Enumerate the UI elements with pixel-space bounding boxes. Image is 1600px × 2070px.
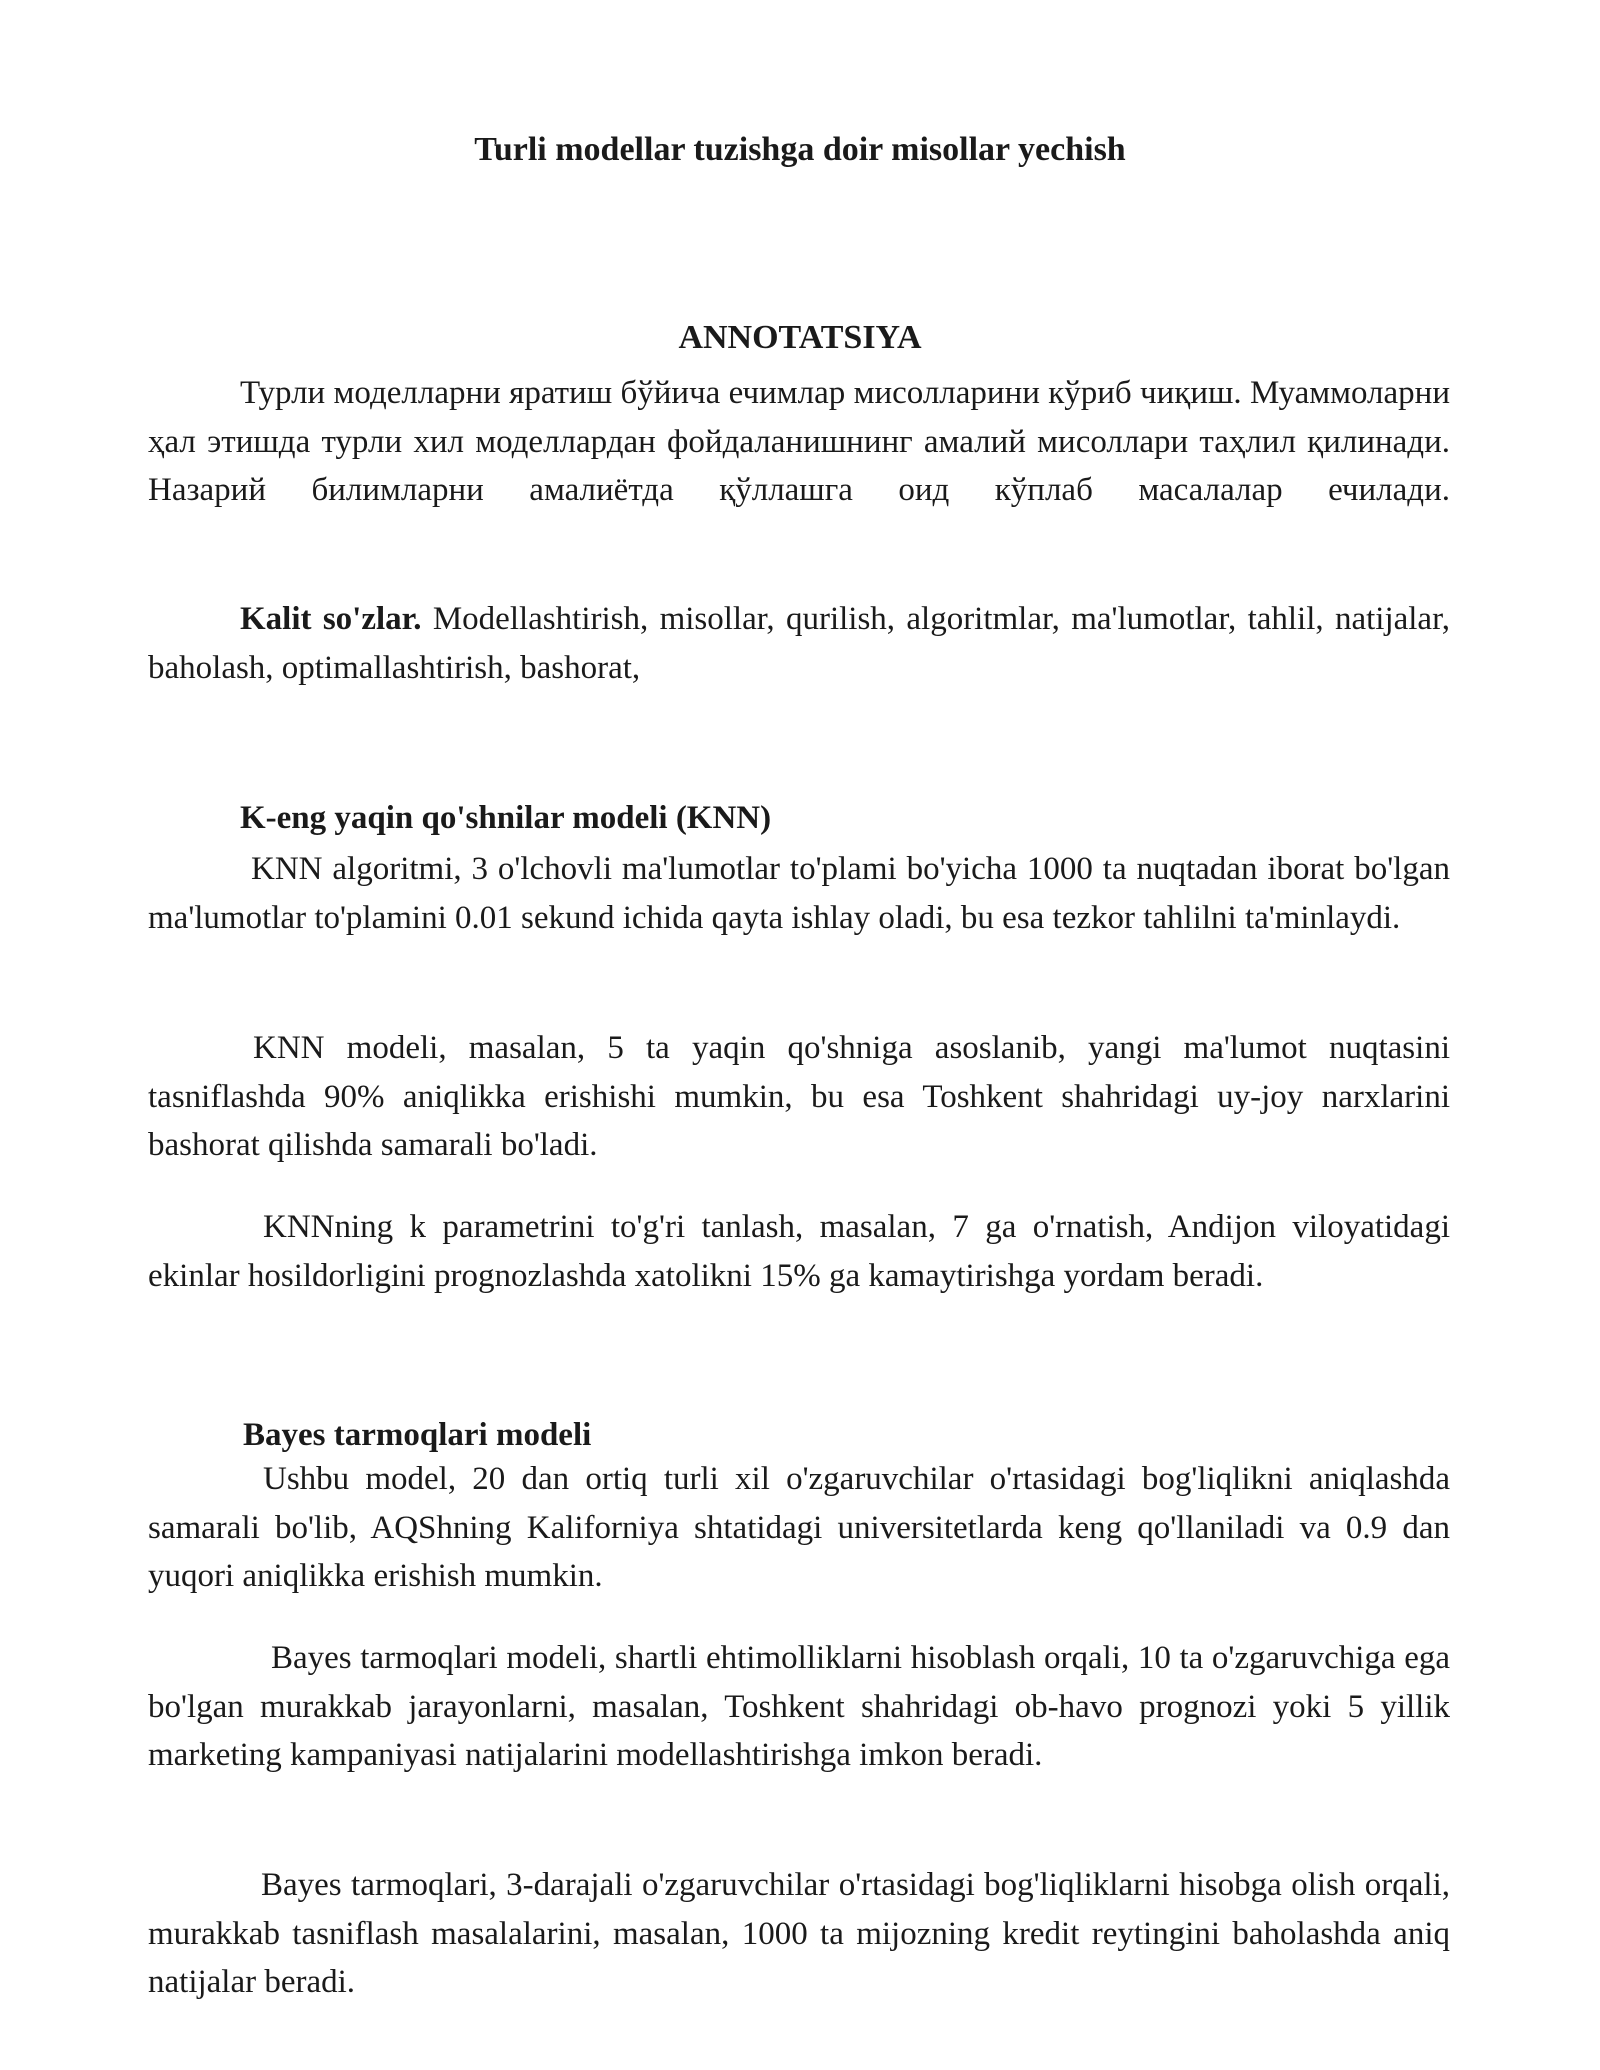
knn-paragraph-1: KNN algoritmi, 3 o'lchovli ma'lumotlar to'plami bo'yicha 1000 ta nuqtadan iborat bo'lgan ma'lumotlar to'plamini 0.01 sekund ichida qayta ishlay oladi, bu esa tezkor tahlilni ta'minlaydi. [148,851,1450,936]
keywords-label: Kalit so'zlar. [240,601,422,637]
keywords-paragraph [148,595,1450,692]
knn-paragraph-2: KNN modeli, masalan, 5 ta yaqin qo'shniga asoslanib, yangi ma'lumot nuqtasini tasniflashda 90% aniqlikka erishishi mumkin, bu esa Toshkent shahridagi uy-joy narxlarini bashorat qilishda samarali bo'ladi. [148,1030,1450,1163]
annotation-paragraph: Турли моделларни яратиш бўйича ечимлар мисолларини кўриб чиқиш. Муаммоларни ҳал этишда турли хил моделлардан фойдаланишнинг амалий мисоллари таҳлил қилинади. Назарий билимларни амалиётда қўллашга оид кўплаб масалалар ечилади. [148,375,1450,508]
knn-paragraph-3: KNNning k parametrini to'g'ri tanlash, masalan, 7 ga o'rnatish, Andijon viloyatidagi ekinlar hosildorligini prognozlashda xatolikni 15% ga kamaytirishga yordam beradi. [148,1209,1450,1294]
annotation-heading: ANNOTATSIYA [678,319,922,356]
section-heading-knn: K-eng yaqin qo'shnilar modeli (KNN) [240,800,772,836]
bayes-paragraph-1: Ushbu model, 20 dan ortiq turli xil o'zgaruvchilar o'rtasidagi bog'liqlikni aniqlashda samarali bo'lib, AQShning Kaliforniya shtatidagi universitetlarda keng qo'llaniladi va 0.9 dan yuqori aniqlikka erishish mumkin. [148,1461,1450,1594]
bayes-paragraph-2: Bayes tarmoqlari modeli, shartli ehtimolliklarni hisoblash orqali, 10 ta o'zgaruvchiga ega bo'lgan murakkab jarayonlarni, masalan, Toshkent shahridagi ob-havo prognozi yoki 5 yillik marketing kampaniyasi natijalarini modellashtirishga imkon beradi. [148,1640,1450,1773]
page-title: Turli modellar tuzishga doir misollar yechish [474,131,1126,168]
section-heading-bayes: Bayes tarmoqlari modeli [243,1417,592,1453]
bayes-paragraph-3: Bayes tarmoqlari, 3-darajali o'zgaruvchilar o'rtasidagi bog'liqliklarni hisobga olish orqali, murakkab tasniflash masalalarini, masalan, 1000 ta mijozning kredit reytingini baholashda aniq natijalar beradi. [148,1867,1450,2000]
keywords-text: Modellashtirish, misollar, qurilish, algoritmlar, ma'lumotlar, tahlil, natijalar, baholash, optimallashtirish, bashorat, [148,601,1450,686]
